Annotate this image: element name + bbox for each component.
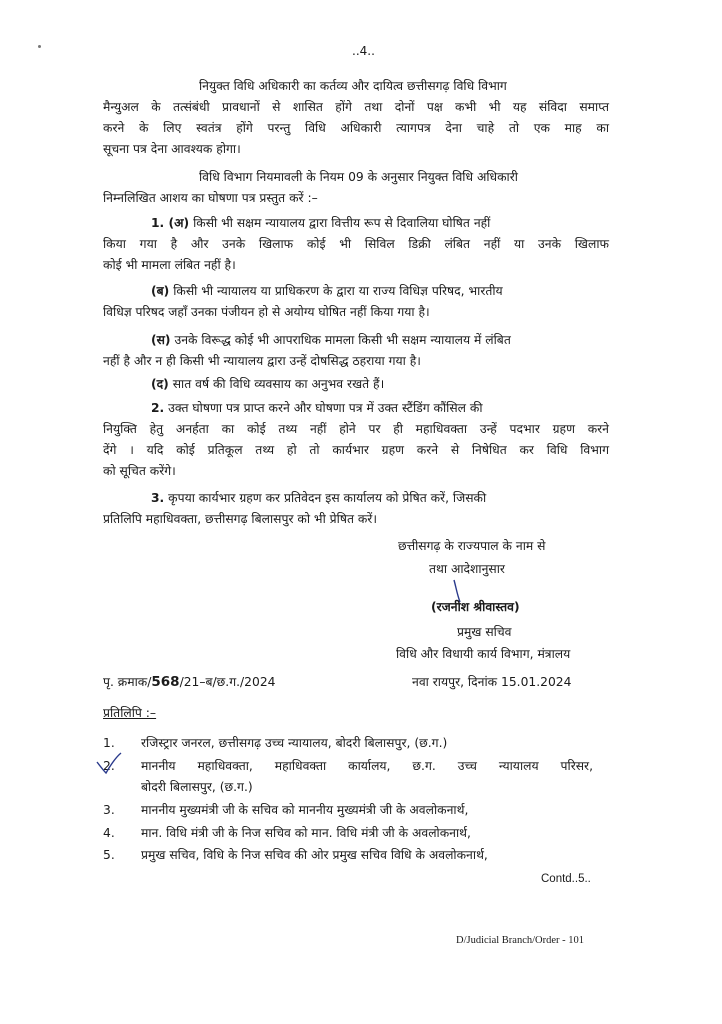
text-line: उक्त घोषणा पत्र प्राप्त करने और घोषणा पत्र में उक्त स्टैंडिंग कौंसिल की (168, 401, 483, 415)
signature-line-1: छत्तीसगढ़ के राज्यपाल के नाम से (398, 539, 546, 553)
text-line: करने के लिए स्वतंत्र होंगे परन्तु विधि अधिकारी त्यागपत्र देना चाहे तो एक माह का (103, 121, 609, 135)
scan-speck (38, 45, 41, 48)
text-line: बोदरी बिलासपुर, (छ.ग.) (141, 780, 253, 794)
copy-item-number: 2. (103, 759, 115, 773)
clause-label: 1. (अ) (151, 216, 190, 230)
text-line: माननीय महाधिवक्ता, महाधिवक्ता कार्यालय, छ.ग. उच्च न्यायालय परिसर, (141, 759, 593, 773)
clause-b (103, 281, 609, 323)
clause-label: (द) (151, 377, 169, 391)
clause-label: 3. (151, 491, 165, 505)
copy-item-text: प्रमुख सचिव, विधि के निज सचिव की ओर प्रमुख सचिव विधि के अवलोकनार्थ, (141, 848, 488, 862)
order-ref-suffix: /21–ब/छ.ग./2024 (179, 675, 276, 689)
text-line: किसी भी सक्षम न्यायालय द्वारा वित्तीय रूप से दिवालिया घोषित नहीं (193, 216, 491, 230)
copy-list-item (103, 756, 593, 800)
text-line: को सूचित करेंगे। (103, 464, 176, 478)
clause-1-a (103, 213, 609, 276)
clause-d (103, 374, 609, 395)
signatory-designation: प्रमुख सचिव (457, 625, 512, 639)
text-line: विधिज्ञ परिषद जहाँ उनका पंजीयन हो से अयोग्य घोषित नहीं किया गया है। (103, 305, 430, 319)
signature-line-2: तथा आदेशानुसार (429, 562, 505, 576)
paragraph-declaration-intro (103, 167, 609, 209)
clause-label: 2. (151, 401, 165, 415)
signatory-name: (रजनीश श्रीवास्तव) (431, 600, 520, 614)
copy-item-number: 4. (103, 826, 115, 840)
text-line: कोई भी मामला लंबित नहीं है। (103, 258, 236, 272)
text-line: कृपया कार्यभार ग्रहण कर प्रतिवेदन इस कार्यालय को प्रेषित करें, जिसकी (168, 491, 487, 505)
text-line: किया गया है और उनके खिलाफ कोई भी सिविल डिक्री लंबित नहीं या उनके खिलाफ (103, 237, 609, 251)
copy-item-text: रजिस्ट्रार जनरल, छत्तीसगढ़ उच्च न्यायालय, बोदरी बिलासपुर, (छ.ग.) (141, 736, 448, 750)
text-line: किसी भी न्यायालय या प्राधिकरण के द्वारा या राज्य विधिज्ञ परिषद, भारतीय (173, 284, 503, 298)
order-ref-prefix: पृ. क्रमाक/ (103, 675, 152, 689)
copy-item-text (141, 756, 593, 798)
text-line: नियुक्त विधि अधिकारी का कर्तव्य और दायित्व छत्तीसगढ़ विधि विभाग (199, 79, 507, 93)
text-line: देंगे । यदि कोई प्रतिकूल तथ्य हो तो कार्यभार ग्रहण करने से निषेधित कर विधि विभाग (103, 443, 609, 457)
tick-mark-icon (94, 750, 124, 776)
place-date: नवा रायपुर, दिनांक 15.01.2024 (412, 675, 572, 689)
text-line: विधि विभाग नियमावली के नियम 09 के अनुसार नियुक्त विधि अधिकारी (199, 170, 518, 184)
order-reference (103, 673, 275, 690)
copy-item-text: मान. विधि मंत्री जी के निज सचिव को मान. विधि मंत्री जी के अवलोकनार्थ, (141, 826, 471, 840)
text-line: सूचना पत्र देना आवश्यक होगा। (103, 142, 241, 156)
clause-2 (103, 398, 609, 482)
text-line: उनके विरूद्ध कोई भी आपराधिक मामला किसी भी सक्षम न्यायालय में लंबित (174, 333, 511, 347)
continued-marker: Contd..5.. (541, 873, 591, 885)
text-line: मैन्युअल के तत्संबंधी प्रावधानों से शासित होंगे तथा दोनों पक्ष कभी भी यह संविदा समाप्त (103, 100, 609, 114)
text-line: नियुक्ति हेतु अनर्हता का कोई तथ्य नहीं होने पर ही महाधिवक्ता उन्हें पदभार ग्रहण करने (103, 422, 609, 436)
copy-item-text: माननीय मुख्यमंत्री जी के सचिव को माननीय मुख्यमंत्री जी के अवलोकनार्थ, (141, 803, 469, 817)
clause-label: (ब) (151, 284, 170, 298)
clause-3 (103, 488, 609, 530)
copy-item-number: 3. (103, 803, 115, 817)
text-line: प्रतिलिपि महाधिवक्ता, छत्तीसगढ़ बिलासपुर को भी प्रेषित करें। (103, 512, 377, 526)
copy-item-number: 1. (103, 736, 115, 750)
text-line: सात वर्ष की विधि व्यवसाय का अनुभव रखते हैं। (172, 377, 385, 391)
signatory-department: विधि और विधायी कार्य विभाग, मंत्रालय (396, 647, 571, 661)
clause-label: (स) (151, 333, 171, 347)
copy-item-number: 5. (103, 848, 115, 862)
paragraph-duties (103, 76, 609, 160)
text-line: नहीं है और न ही किसी भी न्यायालय द्वारा उन्हें दोषसिद्ध ठहराया गया है। (103, 354, 421, 368)
order-ref-number: 568 (151, 674, 180, 690)
copy-heading: प्रतिलिपि :– (103, 706, 157, 720)
text-line: निम्नलिखित आशय का घोषणा पत्र प्रस्तुत करें :– (103, 191, 318, 205)
footer-reference: D/Judicial Branch/Order - 101 (456, 935, 585, 946)
page-number: ..4.. (352, 44, 375, 58)
clause-s (103, 330, 609, 372)
